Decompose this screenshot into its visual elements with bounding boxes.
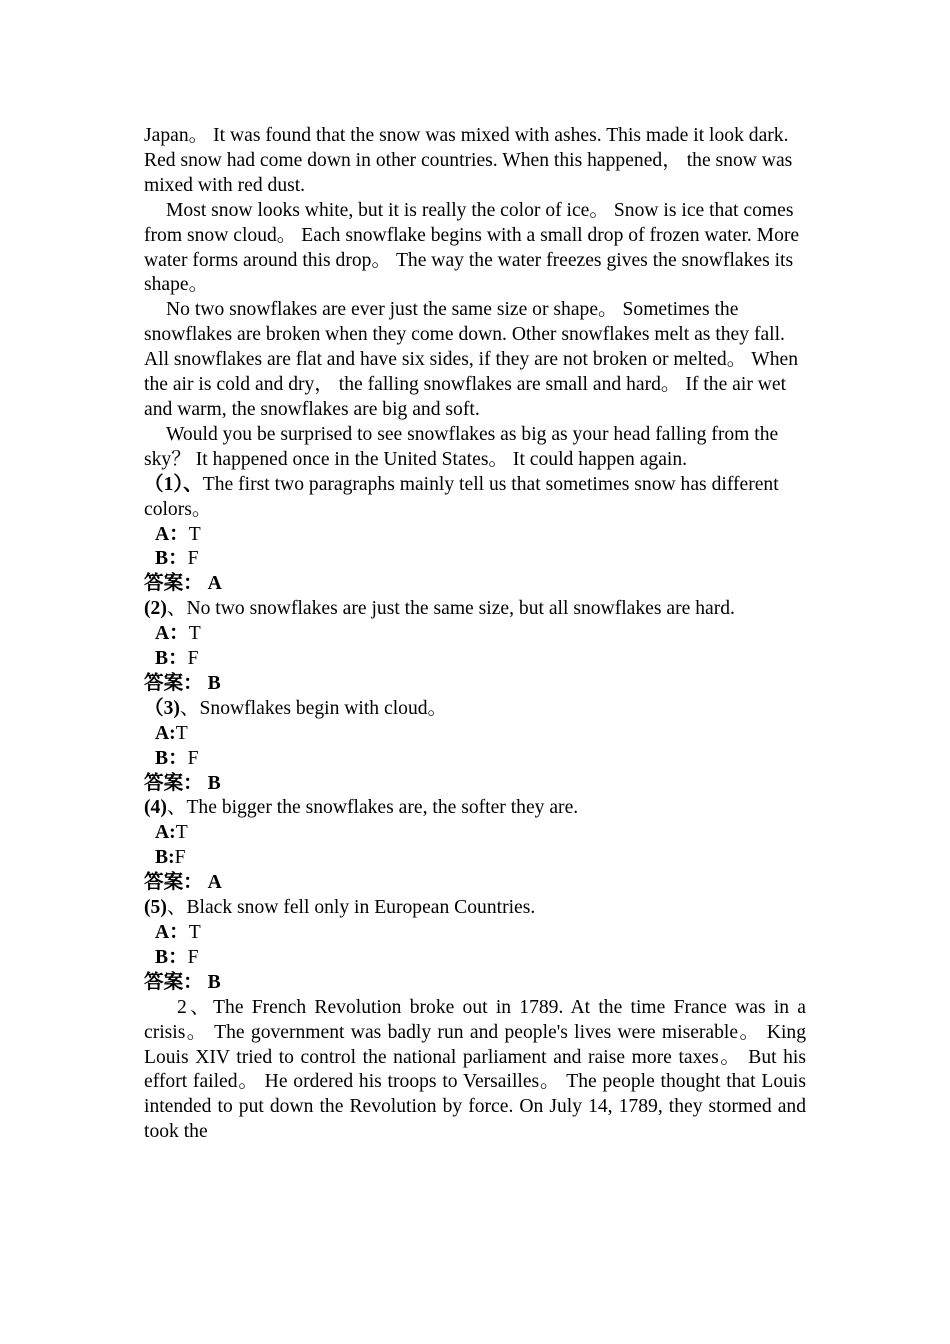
- question-number: (2): [144, 598, 167, 620]
- question-text: The first two paragraphs mainly tell us that sometimes snow has different colors。: [144, 473, 779, 520]
- option-a: [144, 921, 806, 946]
- option-label: B：: [155, 747, 188, 769]
- option-text: T: [175, 722, 188, 744]
- document-page: [144, 124, 806, 1145]
- question-4: [144, 796, 806, 896]
- option-a: [144, 523, 806, 548]
- option-b: [144, 846, 806, 871]
- question-number: （1）、: [144, 473, 203, 495]
- question-stem: [144, 473, 806, 523]
- option-text: T: [175, 822, 188, 844]
- option-label: B:: [155, 847, 175, 869]
- question-stem: [144, 896, 806, 921]
- passage-2-paragraph: 2、The French Revolution broke out in 1789. At the time France was in a crisis。 The government was badly run and people's lives were miserable。 King Louis XIV tried to control the national parliament and raise more taxes。 But his effort failed。 He ordered his troops to Versailles。 The people thought that Louis intended to put down the Revolution by force. On July 14, 1789, they stormed and took the: [144, 996, 806, 1143]
- option-b: [144, 547, 806, 572]
- option-a: [144, 821, 806, 846]
- option-text: F: [174, 847, 186, 869]
- answer-line: 答案： A: [144, 872, 222, 894]
- option-b: [144, 747, 806, 772]
- option-label: B：: [155, 548, 188, 570]
- option-text: F: [187, 648, 199, 670]
- question-stem: [144, 697, 806, 722]
- option-label: A:: [155, 722, 176, 744]
- answer-line: 答案： B: [144, 772, 221, 794]
- question-5: [144, 896, 806, 996]
- answer-line: 答案： B: [144, 672, 221, 694]
- option-text: T: [188, 523, 201, 545]
- option-a: [144, 622, 806, 647]
- option-text: T: [188, 922, 201, 943]
- paragraph-2: Most snow looks white, but it is really the color of ice。 Snow is ice that comes from snow cloud。 Each snowflake begins with a small drop of frozen water. More water forms around this drop。 The way the water freezes gives the snowflakes its shape。: [144, 199, 800, 296]
- option-a: [144, 722, 806, 747]
- answer-line: 答案： B: [144, 971, 221, 993]
- option-text: F: [187, 548, 199, 570]
- question-stem: [144, 796, 806, 821]
- question-number: （3): [144, 697, 180, 719]
- option-text: F: [187, 747, 199, 769]
- question-1: [144, 473, 806, 598]
- question-2: [144, 597, 806, 697]
- option-label: A:: [155, 822, 176, 844]
- option-b: [144, 946, 806, 971]
- question-number: (5): [144, 897, 167, 919]
- option-label: A：: [155, 523, 189, 545]
- question-3: [144, 697, 806, 797]
- answer-line: 答案： A: [144, 573, 222, 595]
- option-text: F: [187, 946, 199, 968]
- question-stem: [144, 597, 806, 622]
- question-number: (4): [144, 797, 167, 819]
- option-text: T: [188, 623, 201, 645]
- paragraph-4: Would you be surprised to see snowflakes as big as your head falling from the sky？ It happened once in the United States。 It could happen again.: [144, 423, 779, 470]
- question-text: 、The bigger the snowflakes are, the softer they are.: [166, 797, 579, 819]
- option-label: B：: [155, 648, 188, 670]
- option-label: A：: [155, 623, 189, 645]
- option-b: [144, 647, 806, 672]
- question-text: 、Snowflakes begin with cloud。: [179, 697, 448, 719]
- option-label: A：: [155, 922, 189, 943]
- paragraph-1: Japan。 It was found that the snow was mixed with ashes. This made it look dark. Red snow had come down in other countries. When this happened， the snow was mixed with red dust.: [144, 125, 793, 196]
- question-text: 、No two snowflakes are just the same size, but all snowflakes are hard.: [166, 598, 735, 620]
- paragraph-3: No two snowflakes are ever just the same size or shape。 Sometimes the snowflakes are broken when they come down. Other snowflakes melt as they fall. All snowflakes are flat and have six sides, if they are not broken or melted。 When the air is cold and dry， the falling snowflakes are small and hard。 If the air wet and warm, the snowflakes are big and soft.: [144, 299, 799, 420]
- question-text: 、Black snow fell only in European Countries.: [166, 897, 536, 919]
- option-label: B：: [155, 946, 188, 968]
